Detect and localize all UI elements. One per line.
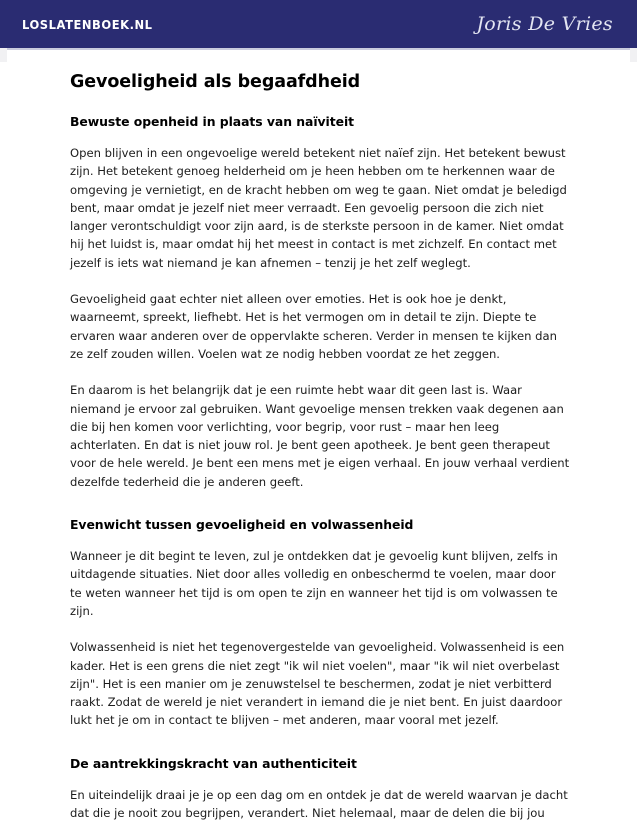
header-underline [0, 48, 637, 50]
section-heading-3: De aantrekkingskracht van authenticiteit [70, 755, 357, 771]
page-gutter-right [630, 48, 637, 62]
page-gutter-left [0, 48, 7, 62]
paragraph: Open blijven in een ongevoelige wereld betekent niet naïef zijn. Het betekent bewust zijn. Het betekent genoeg helderheid om je heen hebben om te herkennen waar de omgeving je vernietigt, en de kracht hebben om weg te gaan. Niet omdat je beledigd bent, maar omdat je jezelf niet meer verraadt. Een gevoelig persoon die zich niet langer verontschuldigt voor zijn aard, is de sterkste persoon in de kamer. Niet omdat hij het luidst is, maar omdat hij het meest in contact is met zichzelf. En contact met jezelf is iets wat niemand je kan afnemen – tenzij je het zelf weglegt. [70, 146, 567, 270]
site-header-banner [0, 0, 637, 48]
author-signature: Joris De Vries [476, 13, 613, 35]
paragraph: En uiteindelijk draai je je op een dag om en ontdek je dat de wereld waarvan je dacht dat die je nooit zou begrijpen, verandert. Niet helemaal, maar de delen die bij jou [70, 787, 568, 821]
paragraph: Gevoeligheid gaat echter niet alleen over emoties. Het is ook hoe je denkt, waarneemt, spreekt, liefhebt. Het is het vermogen om in detail te zijn. Diepte te ervaren waar anderen over de oppervlakte scheren. Verder in mensen te kijken dan ze zelf zouden willen. Voelen wat ze nodig hebben voordat ze het zeggen. [70, 292, 557, 361]
section-heading-1: Bewuste openheid in plaats van naïviteit [70, 114, 355, 129]
paragraph: Volwassenheid is niet het tegenovergestelde van gevoeligheid. Volwassenheid is een kader. Het is een grens die niet zegt "ik wil niet voelen", maar "ik wil niet overbelast zijn". Het is een manier om je zenuwstelsel te beschermen, zodat je niet verbitterd raakt. Zodat de wereld je niet verandert in iemand die je niet bent. En juist daardoor lukt het je om in contact te blijven – met anderen, maar vooral met jezelf. [70, 640, 565, 728]
page-title: Gevoeligheid als begaafdheid [70, 72, 361, 92]
brand-logo[interactable]: LOSLATENBOEK.NL [22, 16, 153, 32]
document-content [70, 72, 570, 822]
paragraph: Wanneer je dit begint te leven, zul je ontdekken dat je gevoelig kunt blijven, zelfs in uitdagende situaties. Niet door alles volledig en onbeschermd te voelen, maar door te weten wanneer het tijd is om open te zijn en wanneer het tijd is om volwassen te zijn. [70, 549, 558, 618]
section-heading-2: Evenwicht tussen gevoeligheid en volwassenheid [70, 517, 414, 533]
paragraph: En daarom is het belangrijk dat je een ruimte hebt waar dit geen last is. Waar niemand je ervoor zal gebruiken. Want gevoelige mensen trekken vaak degenen aan die bij hen komen voor verlichting, voor begrip, voor rust – maar hen leeg achterlaten. En dat is niet jouw rol. Je bent geen apotheek. Je bent geen therapeut voor de hele wereld. Je bent een mens met je eigen verhaal. En jouw verhaal verdient dezelfde tederheid die je anderen geeft. [70, 383, 570, 489]
